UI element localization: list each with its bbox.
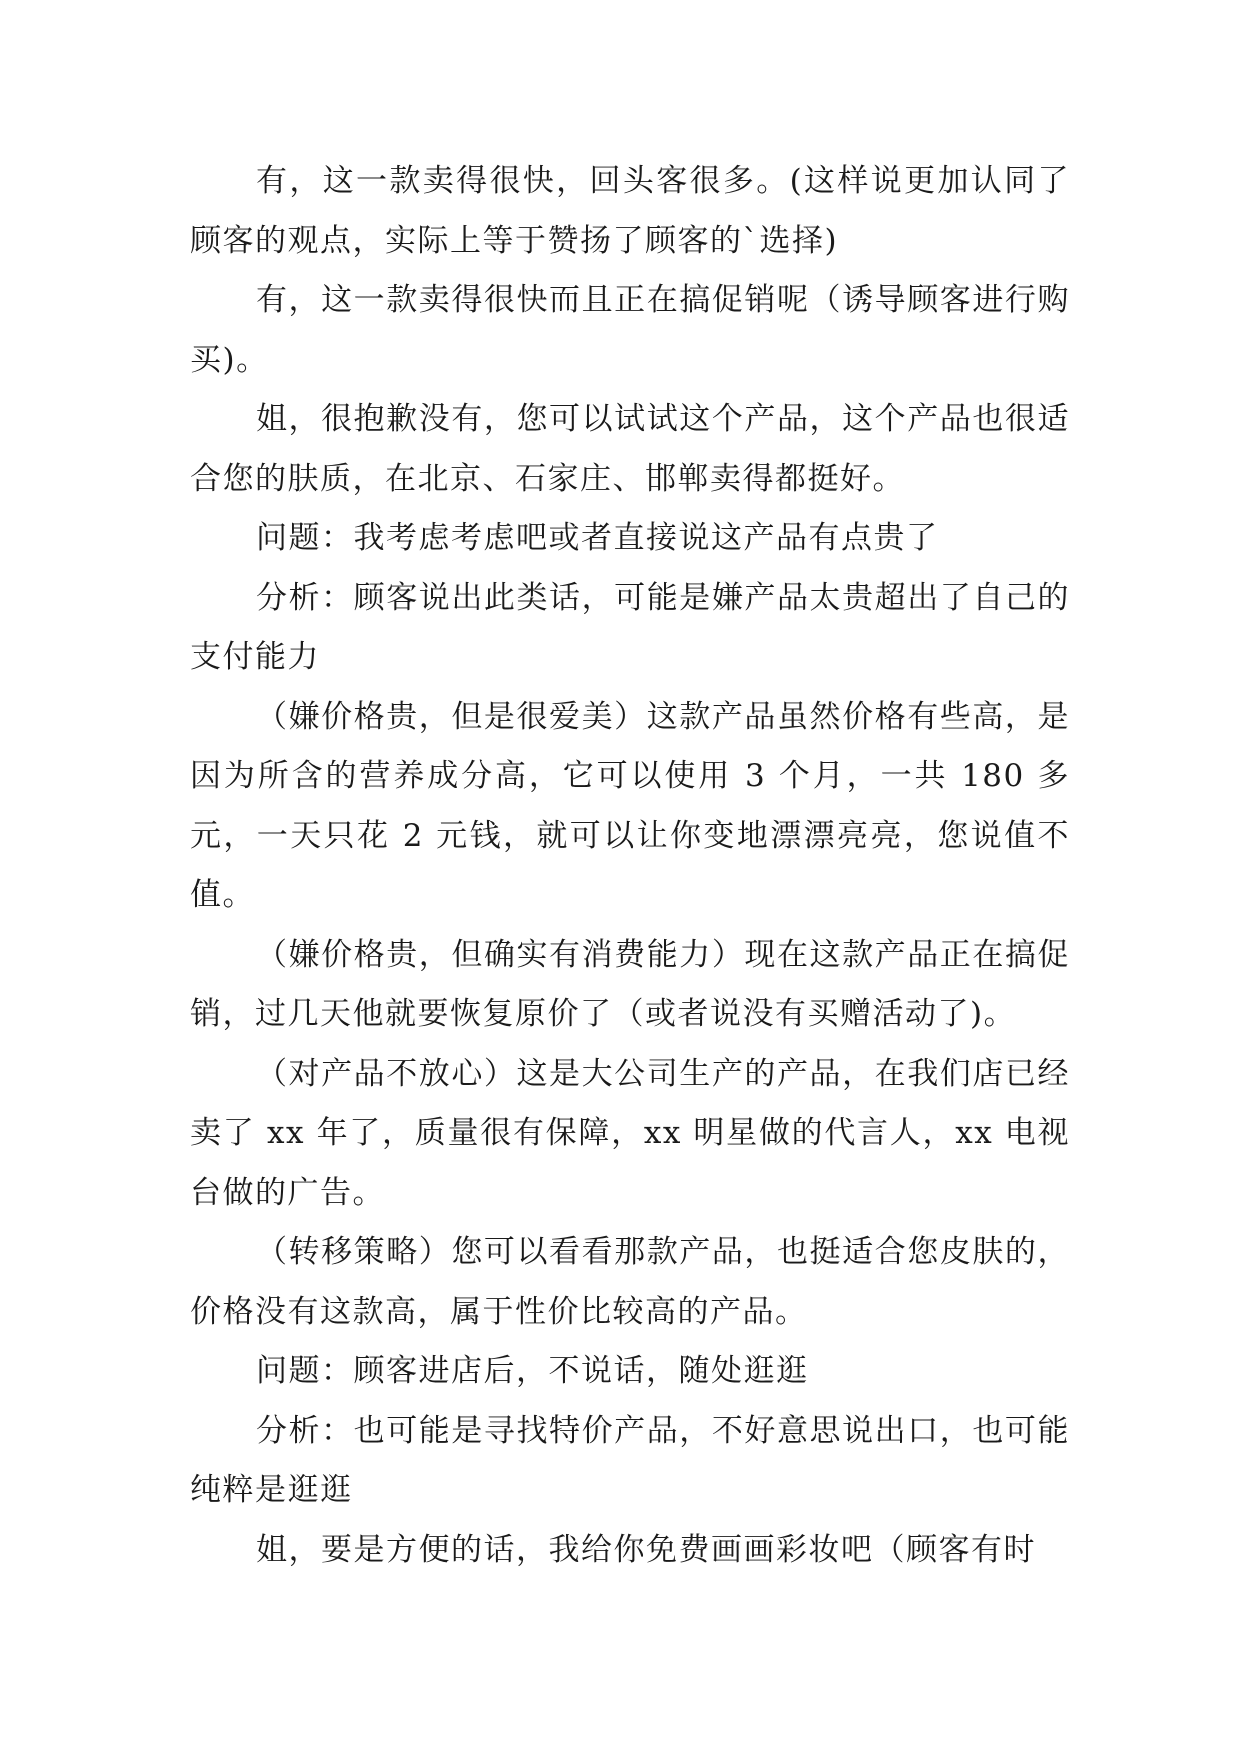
paragraph: （嫌价格贵，但确实有消费能力）现在这款产品正在搞促销，过几天他就要恢复原价了（或者说没有买赠活动了)。 [190, 936, 1070, 1032]
paragraph: （转移策略）您可以看看那款产品，也挺适合您皮肤的，价格没有这款高，属于性价比较高的产品。 [190, 1234, 1070, 1330]
paragraph: 分析：也可能是寻找特价产品，不好意思说出口，也可能纯粹是逛逛 [190, 1412, 1070, 1508]
paragraph: 姐，要是方便的话，我给你免费画画彩妆吧（顾客有时 [256, 1531, 1036, 1568]
paragraph: 问题：我考虑考虑吧或者直接说这产品有点贵了 [256, 520, 939, 556]
paragraph: 有，这一款卖得很快而且正在搞促销呢（诱导顾客进行购买)。 [190, 282, 1070, 378]
document-body [190, 152, 1070, 1580]
paragraph: 姐，很抱歉没有，您可以试试这个产品，这个产品也很适合您的肤质，在北京、石家庄、邯郸卖得都挺好。 [190, 401, 1070, 497]
paragraph: 问题：顾客进店后，不说话，随处逛逛 [256, 1353, 809, 1389]
paragraph: （嫌价格贵，但是很爱美）这款产品虽然价格有些高，是因为所含的营养成分高，它可以使用 3 个月，一共 180 多元，一天只花 2 元钱，就可以让你变地漂漂亮亮，您说值不值。 [190, 698, 1070, 913]
paragraph: （对产品不放心）这是大公司生产的产品，在我们店已经卖了 xx 年了，质量很有保障，xx 明星做的代言人，xx 电视台做的广告。 [190, 1055, 1070, 1211]
paragraph: 有，这一款卖得很快，回头客很多。(这样说更加认同了顾客的观点，实际上等于赞扬了顾客的`选择) [190, 163, 1070, 259]
paragraph: 分析：顾客说出此类话，可能是嫌产品太贵超出了自己的支付能力 [190, 579, 1070, 675]
